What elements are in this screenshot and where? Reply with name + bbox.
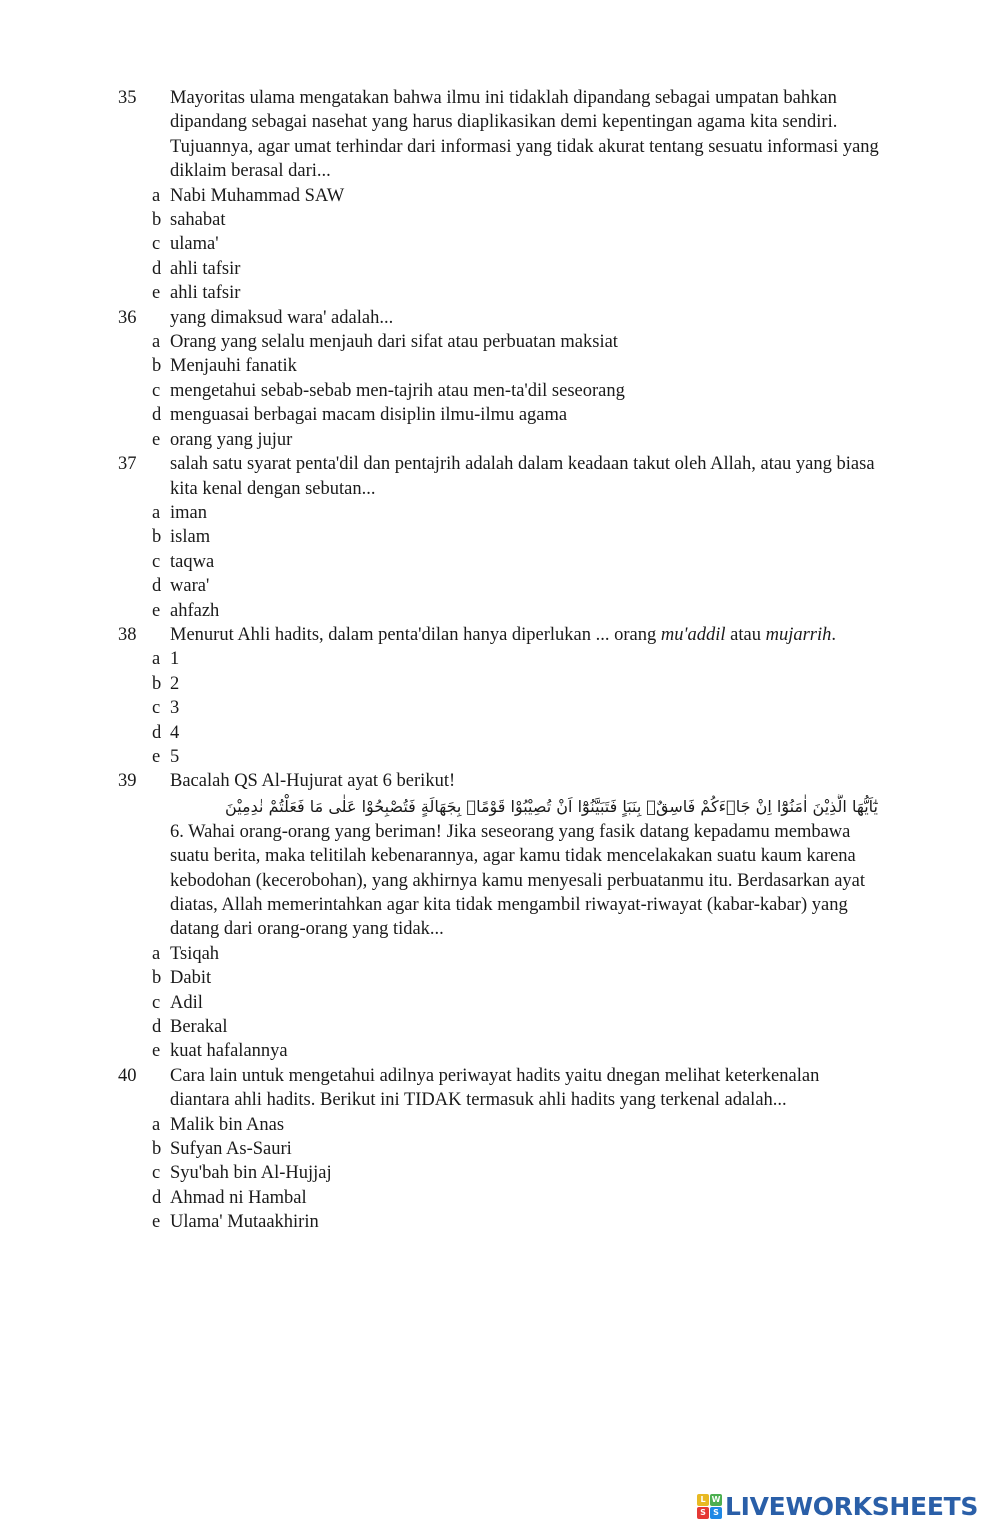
term-muaddil: mu'addil — [660, 624, 726, 645]
question-text-middle: atau — [725, 624, 766, 645]
option-letter: e — [152, 1041, 161, 1062]
option-text: orang yang jujur — [170, 429, 293, 450]
option-b[interactable] — [0, 525, 1000, 549]
option-letter: d — [152, 576, 162, 597]
option-letter: d — [152, 258, 162, 279]
option-text: iman — [170, 502, 207, 523]
option-letter: e — [152, 283, 161, 304]
question-text-before: Menurut Ahli hadits, dalam penta'dilan hanya diperlukan ... orang — [170, 624, 661, 645]
option-text: Dabit — [170, 968, 212, 989]
logo-mark-tile: W — [711, 1494, 721, 1504]
option-a[interactable] — [0, 501, 1000, 525]
question-text: yang dimaksud wara' adalah... — [170, 307, 394, 328]
option-letter: e — [152, 429, 161, 450]
question-number: 37 — [118, 454, 137, 475]
option-b[interactable] — [0, 208, 1000, 232]
option-letter: c — [152, 1163, 161, 1184]
option-text: Menjauhi fanatik — [170, 356, 297, 377]
option-c[interactable] — [0, 550, 1000, 574]
option-text: Adil — [170, 992, 203, 1013]
option-b[interactable] — [0, 966, 1000, 990]
option-e[interactable] — [0, 745, 1000, 769]
option-e[interactable] — [0, 428, 1000, 452]
option-text: ahli tafsir — [170, 283, 241, 304]
option-letter: a — [152, 502, 161, 523]
question-number: 36 — [118, 307, 137, 328]
option-letter: e — [152, 746, 161, 767]
option-text: Ulama' Mutaakhirin — [170, 1212, 319, 1233]
option-e[interactable] — [0, 1039, 1000, 1063]
option-text: 3 — [170, 698, 180, 719]
question-number: 40 — [118, 1065, 137, 1086]
option-c[interactable] — [0, 1161, 1000, 1185]
option-c[interactable] — [0, 379, 1000, 403]
option-text: 5 — [170, 746, 180, 767]
option-letter: b — [152, 356, 162, 377]
question-text — [170, 623, 882, 647]
option-c[interactable] — [0, 232, 1000, 256]
option-e[interactable] — [0, 281, 1000, 305]
option-b[interactable] — [0, 354, 1000, 378]
verse-translation: 6. Wahai orang-orang yang beriman! Jika seseorang yang fasik datang kepadamu membawa suatu berita, maka telitilah kebenarannya, agar kamu tidak mencelakakan suatu kaum karena kebodohan (kecerobohan), yang akhirnya kamu menyesali perbuatanmu itu. Berdasarkan ayat diatas, Allah memerintahkan agar kita tidak mengambil riwayat-riwayat (kabar-kabar) yang datang dari orang-orang yang tidak... — [170, 821, 866, 940]
option-letter: c — [152, 698, 161, 719]
option-text: Orang yang selalu menjauh dari sifat atau perbuatan maksiat — [170, 332, 618, 353]
option-b[interactable] — [0, 1137, 1000, 1161]
question-text: Mayoritas ulama mengatakan bahwa ilmu ini tidaklah dipandang sebagai umpatan bahkan dipandang sebagai nasehat yang harus diaplikasikan demi kepentingan agama kita sendiri. Tujuannya, agar umat terhindar dari informasi yang tidak akurat tentang sesuatu informasi yang diklaim berasal dari... — [170, 88, 879, 182]
option-letter: c — [152, 992, 161, 1013]
logo-mark-icon — [697, 1494, 722, 1519]
option-letter: d — [152, 405, 162, 426]
option-text: sahabat — [170, 210, 226, 231]
logo-mark-tile: S — [697, 1507, 709, 1519]
option-letter: b — [152, 673, 162, 694]
option-a[interactable] — [0, 647, 1000, 671]
worksheet-page — [0, 86, 1000, 1235]
option-letter: c — [152, 551, 161, 572]
option-text: Tsiqah — [170, 943, 220, 964]
option-e[interactable] — [0, 599, 1000, 623]
logo-mark-tile: L — [697, 1494, 709, 1506]
option-letter: c — [152, 234, 161, 255]
option-d[interactable] — [0, 403, 1000, 427]
question-text: salah satu syarat penta'dil dan pentajrih adalah dalam keadaan takut oleh Allah, atau yang biasa kita kenal dengan sebutan... — [170, 454, 875, 499]
option-text: ahfazh — [170, 600, 220, 621]
option-a[interactable] — [0, 1113, 1000, 1137]
option-text: Ahmad ni Hambal — [170, 1187, 307, 1208]
option-letter: c — [152, 380, 161, 401]
logo-text: LIVEWORKSHEETS — [725, 1491, 979, 1521]
question-38 — [0, 623, 1000, 769]
option-c[interactable] — [0, 696, 1000, 720]
option-text: Syu'bah bin Al-Hujjaj — [170, 1163, 332, 1184]
option-letter: e — [152, 1212, 161, 1233]
option-letter: d — [152, 1187, 162, 1208]
logo-mark-tile: S — [710, 1507, 722, 1519]
option-letter: d — [152, 722, 162, 743]
option-letter: d — [152, 1017, 162, 1038]
option-text: 1 — [170, 649, 180, 670]
question-text: Cara lain untuk mengetahui adilnya periwayat hadits yaitu dnegan melihat keterkenalan diantara ahli hadits. Berikut ini TIDAK termasuk ahli hadits yang terkenal adalah... — [170, 1065, 820, 1111]
option-text: 2 — [170, 673, 180, 694]
option-d[interactable] — [0, 257, 1000, 281]
option-letter: b — [152, 210, 162, 231]
option-letter: a — [152, 332, 161, 353]
option-text: Berakal — [170, 1017, 228, 1038]
question-39 — [0, 769, 1000, 1063]
option-letter: a — [152, 1114, 161, 1135]
option-letter: a — [152, 649, 161, 670]
option-e[interactable] — [0, 1210, 1000, 1234]
question-37 — [0, 452, 1000, 623]
option-letter: b — [152, 968, 162, 989]
option-text: ulama' — [170, 234, 219, 255]
question-number: 38 — [118, 624, 137, 645]
question-40 — [0, 1064, 1000, 1235]
question-35 — [0, 86, 1000, 306]
option-b[interactable] — [0, 672, 1000, 696]
option-text: Malik bin Anas — [170, 1114, 285, 1135]
option-a[interactable] — [0, 942, 1000, 966]
option-text: Sufyan As-Sauri — [170, 1139, 292, 1160]
option-letter: b — [152, 527, 162, 548]
option-d[interactable] — [0, 574, 1000, 598]
option-text: ahli tafsir — [170, 258, 241, 279]
option-letter: e — [152, 600, 161, 621]
option-a[interactable] — [0, 184, 1000, 208]
question-text: Bacalah QS Al-Hujurat ayat 6 berikut! — [170, 771, 456, 792]
option-text: islam — [170, 527, 211, 548]
question-number: 35 — [118, 88, 137, 108]
option-text: 4 — [170, 722, 180, 743]
option-letter: a — [152, 943, 161, 964]
option-text: mengetahui sebab-sebab men-tajrih atau men-ta'dil seseorang — [170, 380, 625, 401]
option-text: menguasai berbagai macam disiplin ilmu-ilmu agama — [170, 405, 568, 426]
option-text: wara' — [170, 576, 210, 597]
option-letter: b — [152, 1139, 162, 1160]
question-number: 39 — [118, 771, 137, 792]
option-c[interactable] — [0, 991, 1000, 1015]
term-mujarrih: mujarrih — [765, 624, 832, 645]
option-d[interactable] — [0, 1015, 1000, 1039]
option-text: taqwa — [170, 551, 215, 572]
question-36 — [0, 306, 1000, 452]
option-letter: a — [152, 185, 161, 206]
option-text: kuat hafalannya — [170, 1041, 288, 1062]
question-text-after: . — [831, 624, 836, 645]
liveworksheets-logo[interactable] — [697, 1491, 978, 1521]
option-d[interactable] — [0, 1186, 1000, 1210]
option-text: Nabi Muhammad SAW — [170, 185, 345, 206]
option-d[interactable] — [0, 721, 1000, 745]
arabic-verse: يٰٓاَيُّهَا الَّذِيْنَ اٰمَنُوْٓا اِنْ جَاۤءَكُمْ فَاسِقٌۢ بِنَبَاٍ فَتَبَيَّنُوْٓا اَنْ تُصِيْبُوْا قَوْمًاۢ بِجَهَالَةٍ فَتُصْبِحُوْا عَلٰى مَا فَعَلْتُمْ نٰدِمِيْنَ — [225, 796, 878, 816]
option-a[interactable] — [0, 330, 1000, 354]
